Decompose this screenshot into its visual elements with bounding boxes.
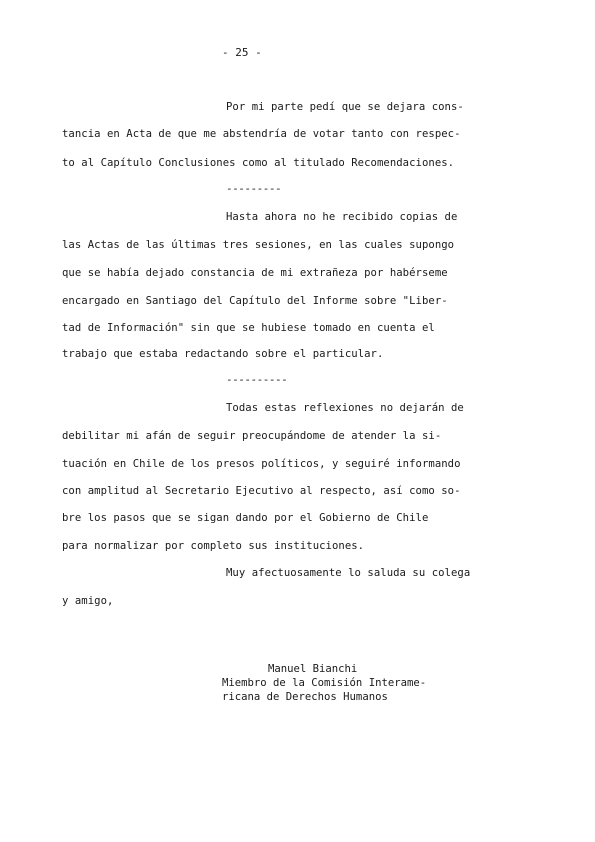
paragraph-1-line-3: to al Capítulo Conclusiones como al titulado Recomendaciones. [62, 157, 455, 169]
page-number: - 25 - [222, 46, 262, 59]
paragraph-2-line-3: que se había dejado constancia de mi extrañeza por habérseme [62, 267, 448, 279]
paragraph-2-line-1: Hasta ahora no he recibido copias de [226, 211, 458, 223]
paragraph-3-line-6: para normalizar por completo sus instituciones. [62, 540, 365, 552]
paragraph-1-line-2: tancia en Acta de que me abstendría de votar tanto con respec- [62, 128, 461, 140]
closing-line-1: Muy afectuosamente lo saluda su colega [226, 567, 471, 579]
signature-title-line-2: ricana de Derechos Humanos [222, 691, 388, 703]
separator-2: ---------- [226, 373, 288, 386]
paragraph-2-line-6: trabajo que estaba redactando sobre el particular. [62, 348, 384, 360]
paragraph-3-line-1: Todas estas reflexiones no dejarán de [226, 402, 464, 414]
paragraph-3-line-4: con amplitud al Secretario Ejecutivo al respecto, así como so- [62, 485, 461, 497]
paragraph-2-line-5: tad de Información" sin que se hubiese tomado en cuenta el [62, 322, 435, 334]
paragraph-2-line-4: encargado en Santiago del Capítulo del Informe sobre "Liber- [62, 295, 448, 307]
paragraph-1-line-1: Por mi parte pedí que se dejara cons- [226, 101, 464, 113]
signature-title-line-1: Miembro de la Comisión Interame- [222, 677, 427, 689]
paragraph-3-line-3: tuación en Chile de los presos políticos, y seguiré informando [62, 458, 461, 470]
separator-1: --------- [226, 182, 282, 195]
signature-name: Manuel Bianchi [268, 663, 358, 675]
paragraph-3-line-2: debilitar mi afán de seguir preocupándome de atender la si- [62, 430, 442, 442]
paragraph-2-line-2: las Actas de las últimas tres sesiones, en las cuales supongo [62, 239, 455, 251]
closing-line-2: y amigo, [62, 595, 114, 607]
paragraph-3-line-5: bre los pasos que se sigan dando por el Gobierno de Chile [62, 512, 429, 524]
